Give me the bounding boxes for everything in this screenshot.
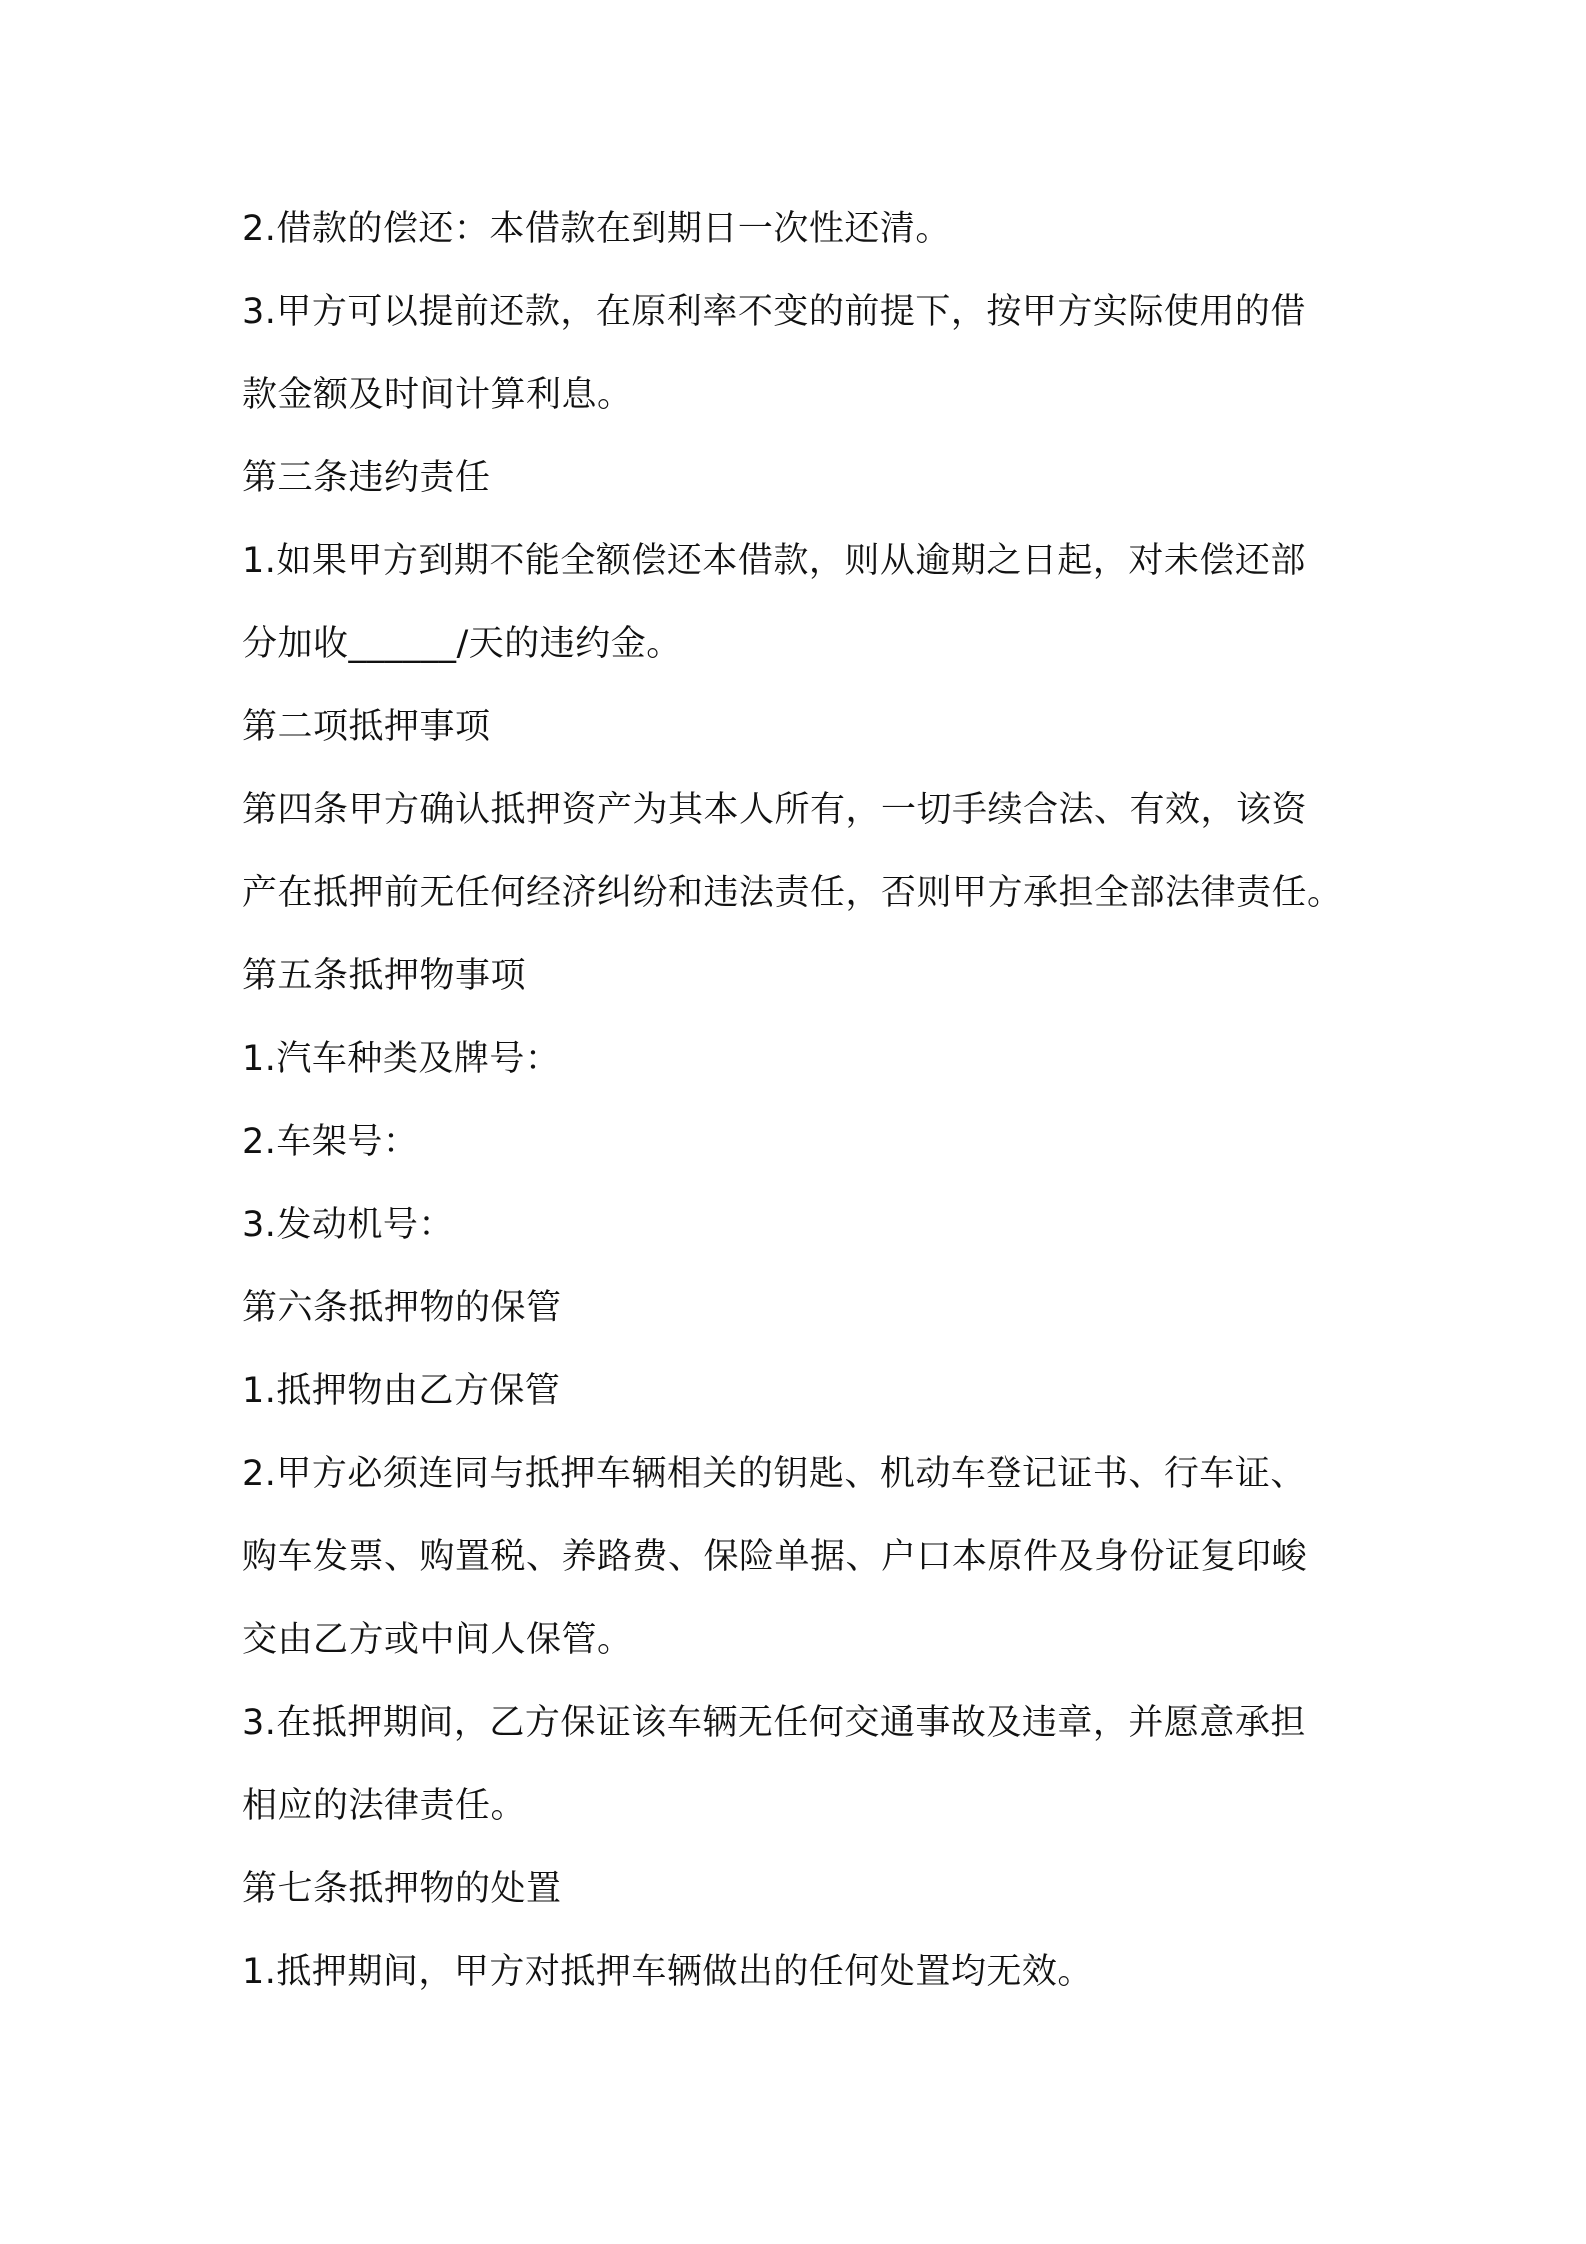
article-3-heading: 第三条违约责任 [242,458,491,498]
article-6-item-3-cont: 相应的法律责任。 [242,1786,527,1826]
article-6-item-2-cont: 购车发票、购置税、养路费、保险单据、户口本原件及身份证复印峻 [242,1537,1308,1577]
article-5-item-2: 2.车架号： [242,1122,419,1162]
article-5-item-1: 1.汽车种类及牌号： [242,1039,561,1079]
article-6-item-3: 3.在抵押期间，乙方保证该车辆无任何交通事故及违章，并愿意承担 [242,1703,1306,1743]
article-5-heading: 第五条抵押物事项 [242,956,527,996]
article-5-item-3: 3.发动机号： [242,1205,454,1245]
article-4-text: 第四条甲方确认抵押资产为其本人所有，一切手续合法、有效，该资 [242,790,1308,830]
article-7-item-1: 1.抵押期间，甲方对抵押车辆做出的任何处置均无效。 [242,1952,1093,1992]
article-7-heading: 第七条抵押物的处置 [242,1869,562,1909]
article-6-item-2: 2.甲方必须连同与抵押车辆相关的钥匙、机动车登记证书、行车证、 [242,1454,1306,1494]
article-3-item-1-cont: 分加收______/天的违约金。 [242,624,682,664]
article-6-heading: 第六条抵押物的保管 [242,1288,562,1328]
article-6-item-2-cont-2: 交由乙方或中间人保管。 [242,1620,633,1660]
article-4-text-cont: 产在抵押前无任何经济纠纷和违法责任，否则甲方承担全部法律责任。 [242,873,1343,913]
article-3-item-1: 1.如果甲方到期不能全额偿还本借款，则从逾期之日起，对未偿还部 [242,541,1306,581]
clause-3-early-repayment-cont: 款金额及时间计算利息。 [242,375,633,415]
clause-2-repayment: 2.借款的偿还：本借款在到期日一次性还清。 [242,209,951,249]
section-2-heading: 第二项抵押事项 [242,707,491,747]
clause-3-early-repayment: 3.甲方可以提前还款，在原利率不变的前提下，按甲方实际使用的借 [242,292,1306,332]
article-6-item-1: 1.抵押物由乙方保管 [242,1371,561,1411]
